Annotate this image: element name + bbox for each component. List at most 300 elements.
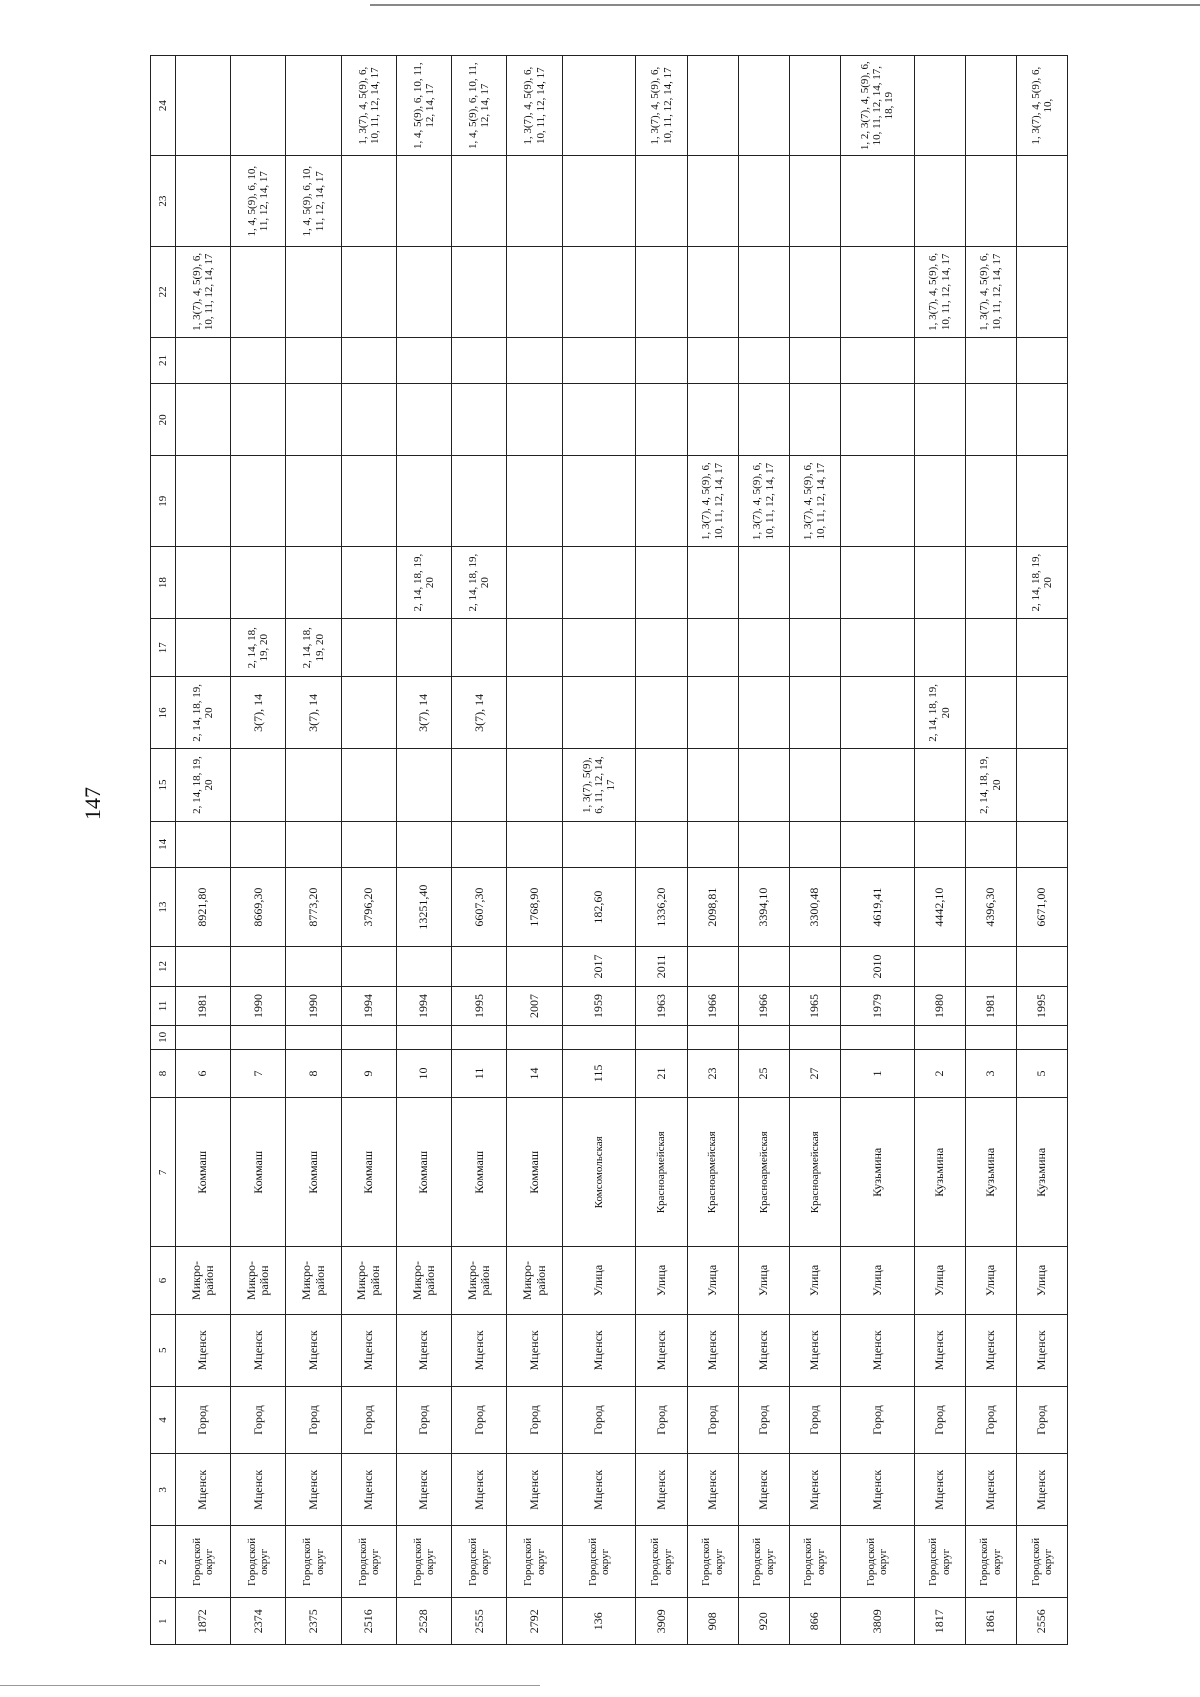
- table-cell: [914, 384, 965, 456]
- table-cell: [914, 337, 965, 384]
- table-cell: [562, 156, 636, 247]
- table-cell: [789, 247, 840, 338]
- table-cell: [687, 1026, 738, 1049]
- table-cell: [396, 456, 451, 547]
- table-cell: [507, 456, 562, 547]
- table-cell: [840, 619, 914, 677]
- table-cell: [341, 619, 396, 677]
- table-cell: 2, 14, 18, 19, 20: [1016, 547, 1067, 619]
- table-cell: [231, 337, 286, 384]
- table-cell: 2098,81: [687, 868, 738, 947]
- table-cell: 1979: [840, 986, 914, 1026]
- table-cell: Улица: [965, 1247, 1016, 1314]
- table-cell: 6671,00: [1016, 868, 1067, 947]
- table-cell: 2010: [840, 947, 914, 987]
- table-cell: [341, 947, 396, 987]
- table-cell: 1768,90: [507, 868, 562, 947]
- table-cell: 2, 14, 18, 19, 20: [286, 619, 341, 677]
- table-cell: [840, 547, 914, 619]
- table-cell: [341, 156, 396, 247]
- table-cell: Городской округ: [507, 1526, 562, 1598]
- table-cell: [840, 821, 914, 868]
- table-cell: 1, 4, 5(9), 6, 10, 11, 12, 14, 17: [286, 156, 341, 247]
- table-cell: Городской округ: [396, 1526, 451, 1598]
- table-cell: Микро-район: [176, 1247, 231, 1314]
- table-cell: [789, 947, 840, 987]
- table-cell: Город: [562, 1386, 636, 1453]
- table-cell: [231, 247, 286, 338]
- table-cell: [176, 384, 231, 456]
- table-cell: [738, 547, 789, 619]
- table-cell: [738, 821, 789, 868]
- table-cell: [507, 677, 562, 749]
- table-cell: [738, 56, 789, 156]
- table-cell: 3(7), 14: [231, 677, 286, 749]
- table-cell: Городской округ: [176, 1526, 231, 1598]
- table-cell: 27: [789, 1049, 840, 1098]
- table-cell: [231, 821, 286, 868]
- table-cell: [396, 247, 451, 338]
- table-cell: Мценск: [965, 1314, 1016, 1386]
- table-cell: 866: [789, 1598, 840, 1645]
- table-cell: [789, 1026, 840, 1049]
- table-cell: Кузьмина: [914, 1098, 965, 1247]
- table-cell: 2, 14, 18, 19, 20: [396, 547, 451, 619]
- column-header: 20: [151, 384, 176, 456]
- table-cell: [341, 384, 396, 456]
- table-cell: [562, 619, 636, 677]
- table-cell: [286, 456, 341, 547]
- table-cell: [687, 619, 738, 677]
- column-header: 16: [151, 677, 176, 749]
- table-cell: [507, 247, 562, 338]
- table-cell: Улица: [738, 1247, 789, 1314]
- table-cell: 1966: [738, 986, 789, 1026]
- table-cell: 6: [176, 1049, 231, 1098]
- table-cell: 13251,40: [396, 868, 451, 947]
- table-cell: 10: [396, 1049, 451, 1098]
- column-header: 15: [151, 749, 176, 821]
- table-cell: Городской округ: [840, 1526, 914, 1598]
- table-cell: 4396,30: [965, 868, 1016, 947]
- table-cell: [341, 677, 396, 749]
- table-cell: [507, 547, 562, 619]
- table-cell: [452, 247, 507, 338]
- table-cell: [341, 749, 396, 821]
- column-header: 23: [151, 156, 176, 247]
- table-cell: [914, 749, 965, 821]
- table-cell: Мценск: [341, 1314, 396, 1386]
- table-cell: 1963: [636, 986, 687, 1026]
- table-cell: Мценск: [231, 1454, 286, 1526]
- table-cell: 2, 14, 18, 19, 20: [914, 677, 965, 749]
- table-cell: [687, 677, 738, 749]
- table-cell: [507, 619, 562, 677]
- table-cell: [452, 821, 507, 868]
- table-cell: 1995: [1016, 986, 1067, 1026]
- table-cell: [562, 247, 636, 338]
- table-cell: [176, 947, 231, 987]
- table-cell: 2017: [562, 947, 636, 987]
- table-cell: Мценск: [396, 1454, 451, 1526]
- table-cell: Коммаш: [452, 1098, 507, 1247]
- table-cell: 2792: [507, 1598, 562, 1645]
- table-cell: Красноармейская: [687, 1098, 738, 1247]
- table-cell: 3300,48: [789, 868, 840, 947]
- column-header: 1: [151, 1598, 176, 1645]
- table-cell: [789, 547, 840, 619]
- table-cell: Городской округ: [789, 1526, 840, 1598]
- table-cell: 1872: [176, 1598, 231, 1645]
- table-cell: 1, 2, 3(7), 4, 5(9), 6, 10, 11, 12, 14, 17, 18, 19: [840, 56, 914, 156]
- table-cell: Красноармейская: [789, 1098, 840, 1247]
- table-cell: Мценск: [286, 1314, 341, 1386]
- table-cell: [1016, 337, 1067, 384]
- table-cell: 1995: [452, 986, 507, 1026]
- table-cell: 8: [286, 1049, 341, 1098]
- table-cell: 115: [562, 1049, 636, 1098]
- table-cell: Мценск: [687, 1314, 738, 1386]
- table-cell: 3909: [636, 1598, 687, 1645]
- table-cell: Мценск: [1016, 1454, 1067, 1526]
- table-cell: [687, 247, 738, 338]
- table-cell: [789, 821, 840, 868]
- table-cell: [738, 247, 789, 338]
- table-cell: [789, 619, 840, 677]
- table-cell: Мценск: [840, 1314, 914, 1386]
- table-cell: Мценск: [396, 1314, 451, 1386]
- table-cell: [562, 456, 636, 547]
- table-cell: Красноармейская: [636, 1098, 687, 1247]
- table-cell: [562, 56, 636, 156]
- table-cell: [636, 821, 687, 868]
- table-cell: [738, 384, 789, 456]
- table-cell: Мценск: [789, 1454, 840, 1526]
- housing-table: [150, 55, 1068, 1645]
- table-cell: [231, 384, 286, 456]
- table-row: [286, 56, 341, 1645]
- table-cell: 2, 14, 18, 19, 20: [231, 619, 286, 677]
- table-cell: [1016, 677, 1067, 749]
- table-cell: Городской округ: [341, 1526, 396, 1598]
- table-cell: [396, 749, 451, 821]
- table-row: [1016, 56, 1067, 1645]
- table-cell: [396, 1026, 451, 1049]
- table-cell: [1016, 247, 1067, 338]
- table-cell: [286, 384, 341, 456]
- column-header: 3: [151, 1454, 176, 1526]
- table-cell: [738, 337, 789, 384]
- table-cell: [341, 247, 396, 338]
- table-cell: 1990: [286, 986, 341, 1026]
- table-row: [507, 56, 562, 1645]
- table-cell: Микро-район: [341, 1247, 396, 1314]
- table-cell: [789, 677, 840, 749]
- table-cell: [507, 384, 562, 456]
- table-cell: [452, 1026, 507, 1049]
- table-cell: [507, 749, 562, 821]
- table-cell: Город: [789, 1386, 840, 1453]
- table-cell: [636, 749, 687, 821]
- table-row: [562, 56, 636, 1645]
- table-cell: [286, 947, 341, 987]
- table-cell: [636, 619, 687, 677]
- table-cell: 2007: [507, 986, 562, 1026]
- table-cell: 7: [231, 1049, 286, 1098]
- table-cell: [176, 547, 231, 619]
- table-cell: [789, 384, 840, 456]
- table-cell: [1016, 456, 1067, 547]
- table-cell: [914, 619, 965, 677]
- table-cell: [738, 619, 789, 677]
- table-cell: [396, 947, 451, 987]
- table-cell: [286, 547, 341, 619]
- table-cell: Коммаш: [396, 1098, 451, 1247]
- table-cell: Кузьмина: [840, 1098, 914, 1247]
- table-cell: [965, 156, 1016, 247]
- table-row: [341, 56, 396, 1645]
- table-cell: [687, 821, 738, 868]
- table-cell: [636, 1026, 687, 1049]
- table-cell: 2, 14, 18, 19, 20: [965, 749, 1016, 821]
- table-cell: 14: [507, 1049, 562, 1098]
- table-cell: 11: [452, 1049, 507, 1098]
- table-cell: [914, 821, 965, 868]
- table-cell: [1016, 384, 1067, 456]
- table-cell: 1, 3(7), 4, 5(9), 6, 10, 11, 12, 14, 17: [914, 247, 965, 338]
- table-cell: 1981: [176, 986, 231, 1026]
- table-cell: [840, 749, 914, 821]
- table-cell: [1016, 619, 1067, 677]
- table-cell: Коммаш: [341, 1098, 396, 1247]
- table-cell: [176, 337, 231, 384]
- table-cell: [687, 156, 738, 247]
- table-cell: [507, 337, 562, 384]
- table-cell: [231, 1026, 286, 1049]
- table-cell: Мценск: [789, 1314, 840, 1386]
- table-cell: 2011: [636, 947, 687, 987]
- table-cell: [341, 337, 396, 384]
- table-cell: [176, 821, 231, 868]
- table-cell: Город: [176, 1386, 231, 1453]
- table-cell: [914, 947, 965, 987]
- table-cell: 1, 3(7), 5(9), 6, 11, 12, 14, 17: [562, 749, 636, 821]
- table-cell: Город: [840, 1386, 914, 1453]
- table-row: [789, 56, 840, 1645]
- table-cell: [452, 619, 507, 677]
- table-cell: Город: [231, 1386, 286, 1453]
- table-cell: [965, 337, 1016, 384]
- table-cell: 1, 4, 5(9), 6, 10, 11, 12, 14, 17: [231, 156, 286, 247]
- table-cell: [840, 677, 914, 749]
- table-cell: [507, 947, 562, 987]
- table-cell: [840, 1026, 914, 1049]
- table-cell: Мценск: [914, 1454, 965, 1526]
- table-cell: [1016, 1026, 1067, 1049]
- table-cell: [965, 947, 1016, 987]
- table-cell: [396, 821, 451, 868]
- table-cell: Мценск: [1016, 1314, 1067, 1386]
- table-cell: Город: [507, 1386, 562, 1453]
- table-cell: [789, 749, 840, 821]
- table-cell: Мценск: [562, 1454, 636, 1526]
- column-header: 10: [151, 1026, 176, 1049]
- column-header: 4: [151, 1386, 176, 1453]
- table-cell: 2516: [341, 1598, 396, 1645]
- table-cell: [562, 337, 636, 384]
- table-cell: [452, 384, 507, 456]
- table-cell: 1, 3(7), 4, 5(9), 6, 10, 11, 12, 14, 17: [176, 247, 231, 338]
- table-cell: [738, 156, 789, 247]
- column-header: 21: [151, 337, 176, 384]
- table-cell: [396, 384, 451, 456]
- table-cell: 2374: [231, 1598, 286, 1645]
- table-cell: Городской округ: [914, 1526, 965, 1598]
- table-cell: Коммаш: [176, 1098, 231, 1247]
- table-row: [176, 56, 231, 1645]
- header-row: [151, 56, 176, 1645]
- table-cell: [840, 456, 914, 547]
- table-cell: [176, 456, 231, 547]
- column-header: 12: [151, 947, 176, 987]
- table-cell: [687, 749, 738, 821]
- table-cell: [789, 56, 840, 156]
- table-cell: [452, 156, 507, 247]
- table-cell: Микро-район: [231, 1247, 286, 1314]
- table-cell: 5: [1016, 1049, 1067, 1098]
- table-cell: Улица: [789, 1247, 840, 1314]
- table-cell: [636, 456, 687, 547]
- table-cell: 1966: [687, 986, 738, 1026]
- table-cell: [914, 156, 965, 247]
- table-cell: [738, 947, 789, 987]
- table-cell: 2, 14, 18, 19, 20: [176, 677, 231, 749]
- table-cell: 1336,20: [636, 868, 687, 947]
- table-cell: Улица: [914, 1247, 965, 1314]
- table-cell: [562, 547, 636, 619]
- table-cell: 182,60: [562, 868, 636, 947]
- table-cell: [914, 456, 965, 547]
- column-header: 22: [151, 247, 176, 338]
- table-cell: [176, 56, 231, 156]
- table-cell: [1016, 947, 1067, 987]
- table-cell: Мценск: [738, 1314, 789, 1386]
- table-cell: [231, 947, 286, 987]
- table-cell: Мценск: [965, 1454, 1016, 1526]
- table-row: [396, 56, 451, 1645]
- table-row: [840, 56, 914, 1645]
- table-cell: 2556: [1016, 1598, 1067, 1645]
- table-cell: [286, 337, 341, 384]
- table-cell: Городской округ: [562, 1526, 636, 1598]
- table-cell: 136: [562, 1598, 636, 1645]
- table-cell: Кузьмина: [1016, 1098, 1067, 1247]
- table-cell: 1, 3(7), 4, 5(9), 6, 10, 11, 12, 14, 17: [341, 56, 396, 156]
- table-cell: Мценск: [176, 1454, 231, 1526]
- table-cell: [636, 677, 687, 749]
- table-cell: 3809: [840, 1598, 914, 1645]
- table-cell: 1980: [914, 986, 965, 1026]
- column-header: 18: [151, 547, 176, 619]
- table-cell: Улица: [840, 1247, 914, 1314]
- table-row: [452, 56, 507, 1645]
- table-cell: 3: [965, 1049, 1016, 1098]
- table-cell: Мценск: [636, 1314, 687, 1386]
- table-cell: Городской округ: [965, 1526, 1016, 1598]
- table-cell: 1: [840, 1049, 914, 1098]
- table-cell: Городской округ: [738, 1526, 789, 1598]
- table-cell: [738, 677, 789, 749]
- table-cell: [687, 56, 738, 156]
- table-cell: [840, 156, 914, 247]
- table-cell: 2, 14, 18, 19, 20: [176, 749, 231, 821]
- table-cell: [231, 749, 286, 821]
- table-cell: 1981: [965, 986, 1016, 1026]
- table-cell: Мценск: [562, 1314, 636, 1386]
- table-container: [150, 55, 1068, 1645]
- table-cell: 8921,80: [176, 868, 231, 947]
- table-cell: [965, 547, 1016, 619]
- table-cell: [396, 337, 451, 384]
- table-cell: [840, 247, 914, 338]
- table-cell: [965, 677, 1016, 749]
- table-cell: Город: [341, 1386, 396, 1453]
- table-cell: Улица: [636, 1247, 687, 1314]
- table-cell: [636, 247, 687, 338]
- table-cell: [562, 677, 636, 749]
- table-cell: 8773,20: [286, 868, 341, 947]
- table-cell: [840, 337, 914, 384]
- table-row: [636, 56, 687, 1645]
- table-cell: Мценск: [738, 1454, 789, 1526]
- table-cell: Красноармейская: [738, 1098, 789, 1247]
- table-cell: [687, 947, 738, 987]
- table-cell: 1861: [965, 1598, 1016, 1645]
- table-cell: Город: [452, 1386, 507, 1453]
- table-cell: Мценск: [507, 1454, 562, 1526]
- table-cell: 3394,10: [738, 868, 789, 947]
- table-cell: [738, 749, 789, 821]
- table-cell: [231, 456, 286, 547]
- table-cell: 3(7), 14: [286, 677, 341, 749]
- table-cell: [507, 156, 562, 247]
- table-cell: Кузьмина: [965, 1098, 1016, 1247]
- table-cell: 21: [636, 1049, 687, 1098]
- column-header: 24: [151, 56, 176, 156]
- table-cell: Город: [965, 1386, 1016, 1453]
- table-cell: 1994: [396, 986, 451, 1026]
- table-cell: [687, 384, 738, 456]
- table-cell: Мценск: [840, 1454, 914, 1526]
- table-cell: [286, 821, 341, 868]
- table-cell: [1016, 156, 1067, 247]
- table-cell: 23: [687, 1049, 738, 1098]
- table-cell: [965, 619, 1016, 677]
- table-cell: 1, 3(7), 4, 5(9), 6, 10, 11, 12, 14, 17: [789, 456, 840, 547]
- page-number: 147: [80, 787, 105, 820]
- column-header: 13: [151, 868, 176, 947]
- table-cell: [789, 337, 840, 384]
- table-cell: Городской округ: [286, 1526, 341, 1598]
- table-cell: [341, 821, 396, 868]
- table-cell: 1, 3(7), 4, 5(9), 6, 10, 11, 12, 14, 17: [636, 56, 687, 156]
- table-cell: [789, 156, 840, 247]
- table-cell: Улица: [687, 1247, 738, 1314]
- table-cell: Микро-район: [507, 1247, 562, 1314]
- table-cell: Коммаш: [231, 1098, 286, 1247]
- table-cell: 2: [914, 1049, 965, 1098]
- table-cell: Город: [914, 1386, 965, 1453]
